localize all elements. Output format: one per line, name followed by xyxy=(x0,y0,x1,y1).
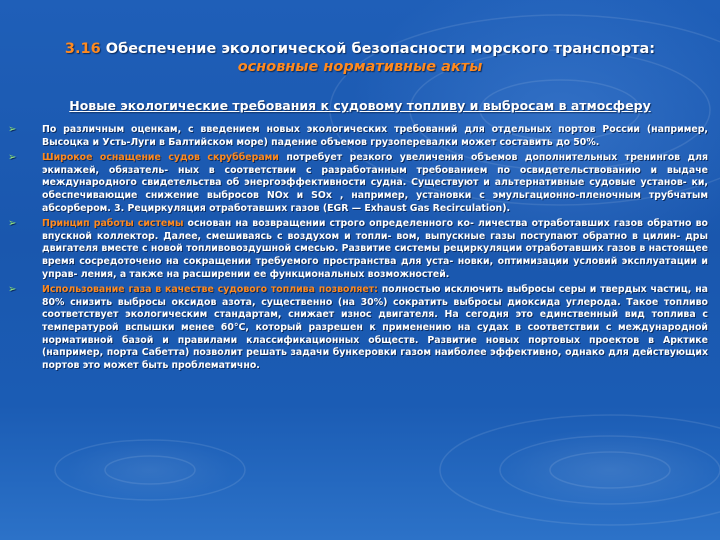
bullet-highlight: Использование газа в качестве судового топлива позволяет: xyxy=(42,284,378,296)
bullet-highlight: Принцип работы системы xyxy=(42,218,184,230)
list-item xyxy=(8,284,708,372)
section-number: 3.16 xyxy=(64,41,101,57)
list-item xyxy=(8,124,708,149)
bullet-text: потребует резкого увеличения объемов дополнительных тренингов для экипажей, обязатель- ных в соответствии с разработанным требованием по освидетельствованию и выдаче международного свидетельства об энергоэффективности судна. Существуют и альтернативные судовые установ- ки, обеспечивающие снижение выбросов NOx и SOx , например, установки с эмульгационно-пленочным трубчатым абсорбером. 3. Рециркуляция отработавших газов (EGR — Exhaust Gas Recirculation). xyxy=(42,152,708,214)
title-subtitle: основные нормативные акты xyxy=(237,59,483,75)
bullet-list xyxy=(8,124,708,375)
list-item xyxy=(8,218,708,281)
section-heading: Новые экологические требования к судовому топливу и выбросам в атмосферу xyxy=(69,98,651,113)
arrow-bullet-icon: ➢ xyxy=(8,152,17,164)
arrow-bullet-icon: ➢ xyxy=(8,284,17,296)
bullet-text: полностью исключить выбросы серы и твердых частиц, на 80% снизить выбросы оксидов азота, существенно (на 30%) сократить выбросы диоксида углерода. Такое топливо соответствует экологическим стандартам, снижает износ двигателя. На сегодня это единственный вид топлива с температурой вспышки менее 60°С, который разрешен к применению на судах в соответствии с международной нормативной базой и правилами классификационных обществ. Развитие новых портовых проектов в Арктике (например, порта Сабетта) позволит решать задачи бункеровки газом наиболее эффективно, однако для действующих портов это может быть проблематично. xyxy=(42,284,708,371)
bullet-text: По различным оценкам, с введением новых экологических требований для отдельных портов России (например, Высоцка и Усть-Луги в Балтийском море) падение объемов грузоперевалки может составить до 50%. xyxy=(42,124,708,148)
bullet-text: основан на возвращении строго определенного ко- личества отработавших газов обратно во впускной коллектор. Далее, смешиваясь с воздухом и топли- вом, выпускные газы поступают обратно в цилин- дры двигателя вместе с новой топливовоздушной смесью. Развитие системы рециркуляции отработавших газов в настоящее время сосредоточено на сокращении требуемого пространства для уста- новки, оптимизации условий эксплуатации и управ- ления, а также на расширении ее функциональных возможностей. xyxy=(42,218,708,280)
arrow-bullet-icon: ➢ xyxy=(8,124,17,135)
bullet-highlight: Широкое оснащение судов скрубберами xyxy=(42,152,279,164)
slide-title xyxy=(40,40,680,76)
title-main: Обеспечение экологической безопасности морского транспорта: xyxy=(105,41,656,57)
arrow-bullet-icon: ➢ xyxy=(8,218,17,230)
list-item xyxy=(8,152,708,215)
